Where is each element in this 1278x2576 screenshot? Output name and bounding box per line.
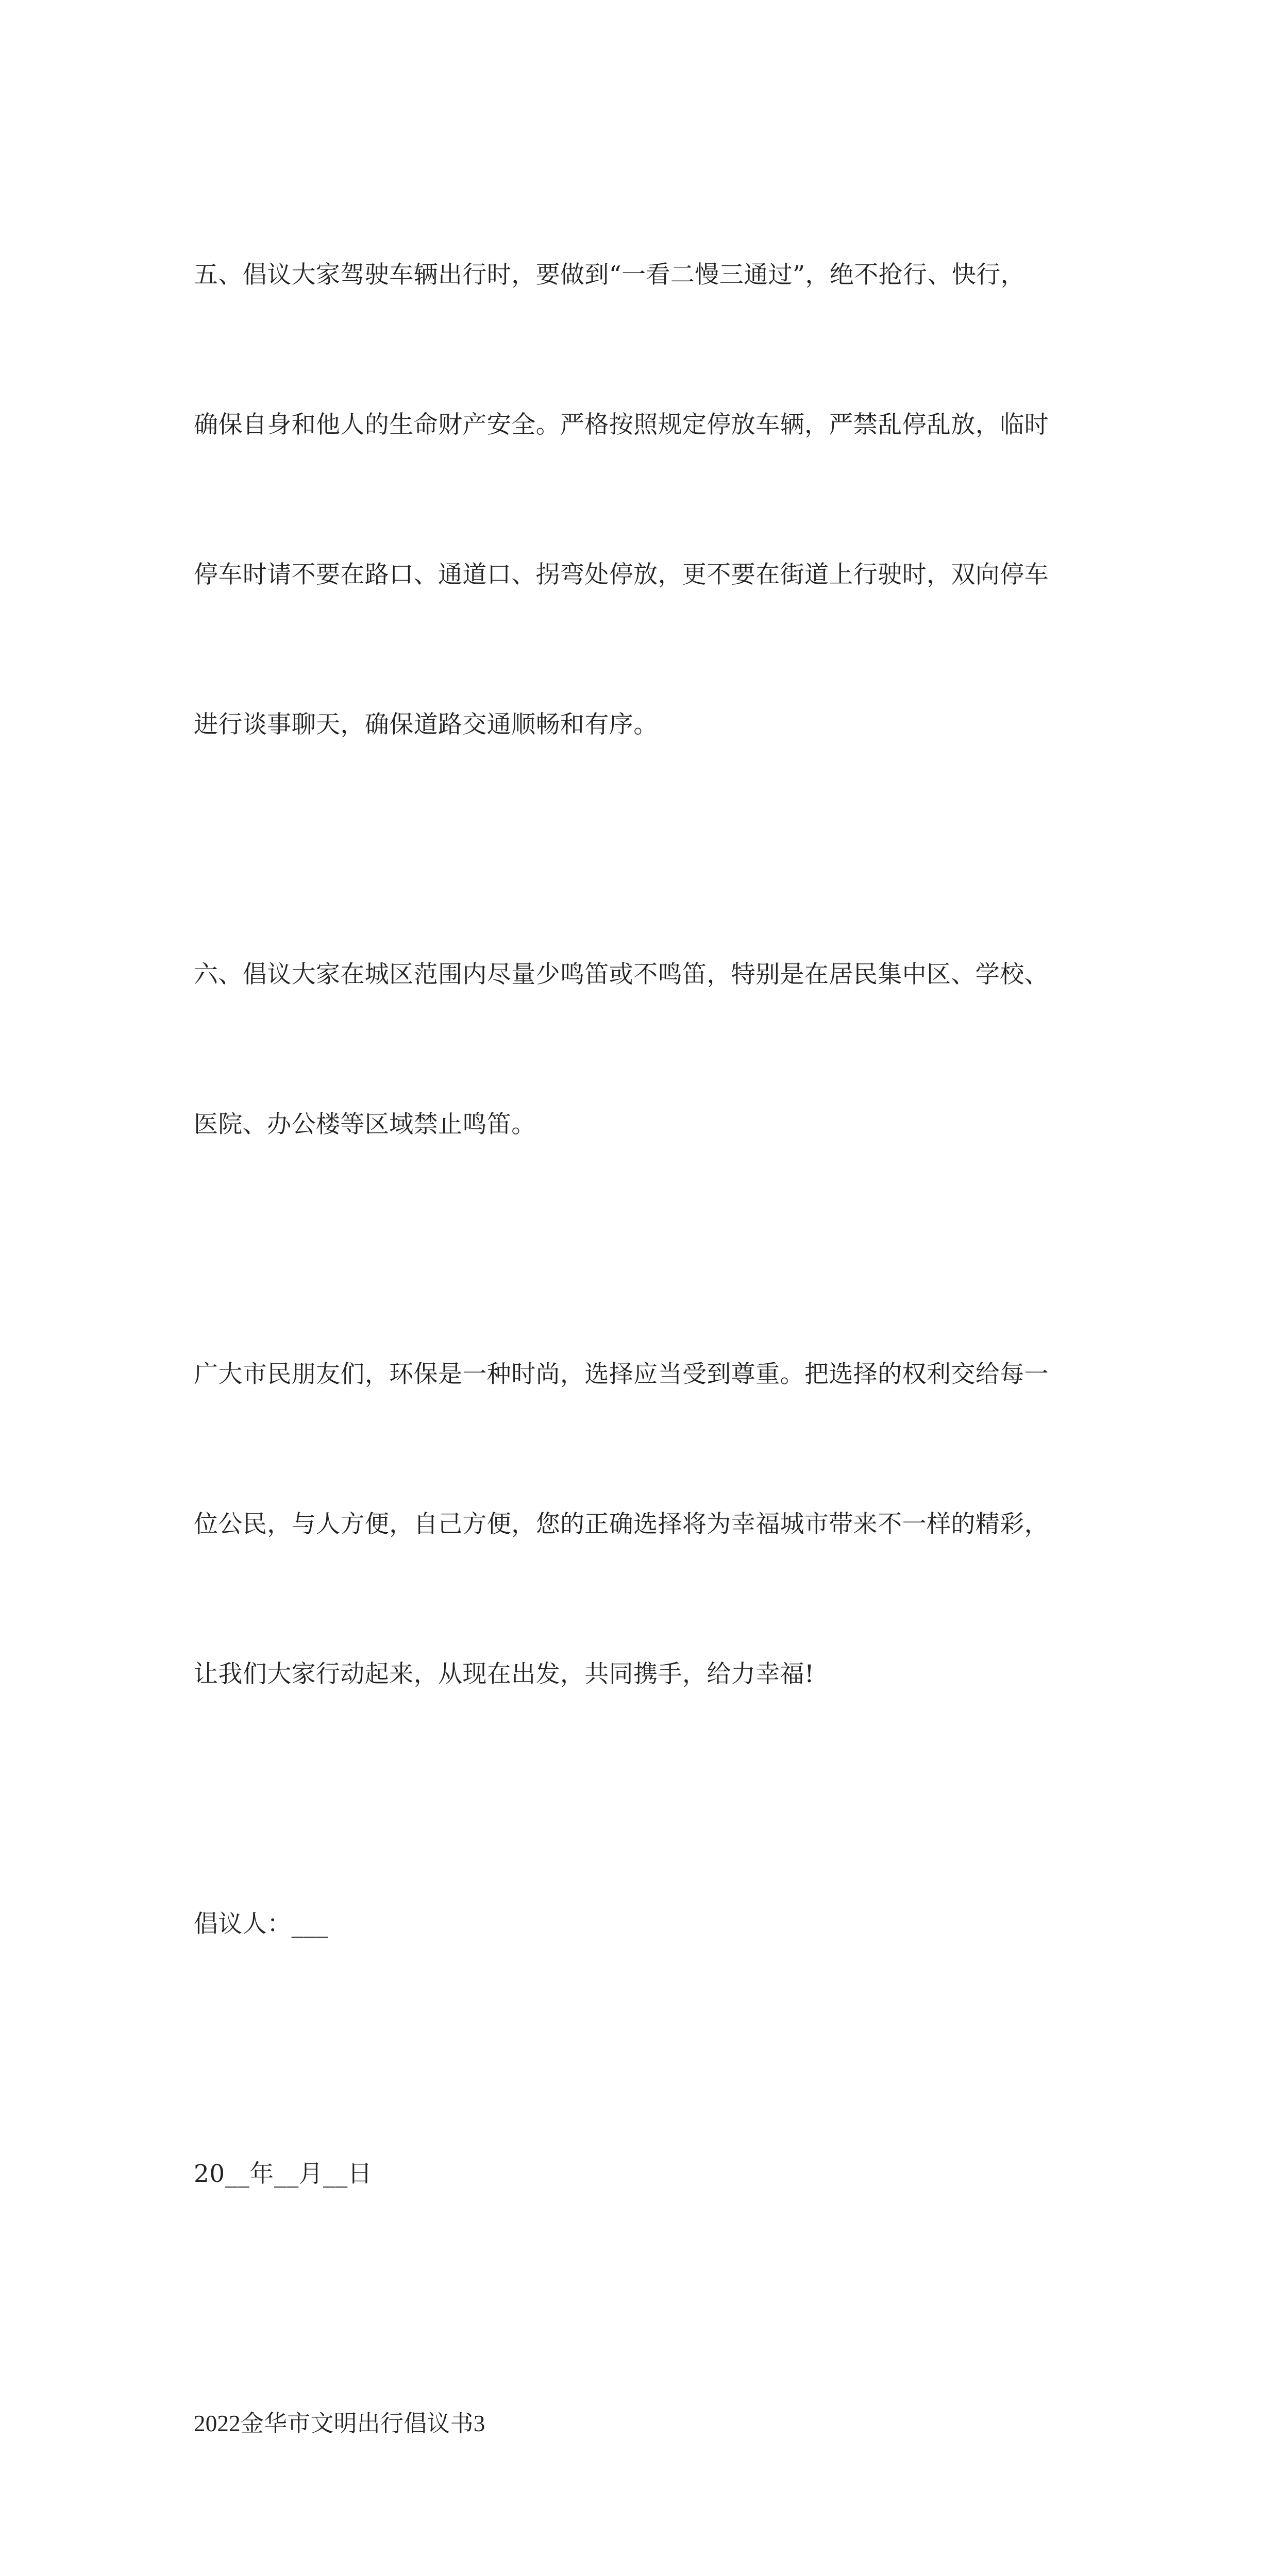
text-line: 六、倡议大家在城区范围内尽量少鸣笛或不鸣笛，特别是在居民集中区、学校、	[194, 960, 1049, 989]
text-line: 倡议人：___	[194, 1910, 329, 1938]
text-line: 停车时请不要在路口、通道口、拐弯处停放，更不要在街道上行驶时，双向停车	[194, 561, 1049, 589]
section-title	[194, 2299, 1090, 2549]
paragraph-closing	[194, 1249, 1090, 1799]
text-line: 确保自身和他人的生命财产安全。严格按照规定停放车辆，严禁乱停乱放，临时	[194, 411, 1049, 439]
text-line: 位公民，与人方便，自己方便，您的正确选择将为幸福城市带来不一样的精彩，	[194, 1510, 1049, 1538]
salutation	[194, 2549, 1090, 2576]
text-line: 20__年__月__日	[194, 2160, 373, 2188]
text-line: 医院、办公楼等区域禁止鸣笛。	[194, 1110, 536, 1139]
text-line: 五、倡议大家驾驶车辆出行时，要做到“一看二慢三通过”，绝不抢行、快行，	[194, 261, 1025, 289]
paragraph-item-5	[194, 150, 1090, 850]
text-line: 广大市民朋友们，环保是一种时尚，选择应当受到尊重。把选择的权利交给每一	[194, 1360, 1049, 1388]
paragraph-item-6	[194, 850, 1090, 1249]
text-line: 让我们大家行动起来，从现在出发，共同携手，给力幸福!	[194, 1660, 815, 1688]
proposer-line	[194, 1799, 1090, 2049]
document-body	[194, 150, 1090, 2576]
text-line: 进行谈事聊天，确保道路交通顺畅和有序。	[194, 710, 658, 739]
date-line	[194, 2049, 1090, 2299]
text-line: 2022金华市文明出行倡议书3	[194, 2411, 485, 2436]
